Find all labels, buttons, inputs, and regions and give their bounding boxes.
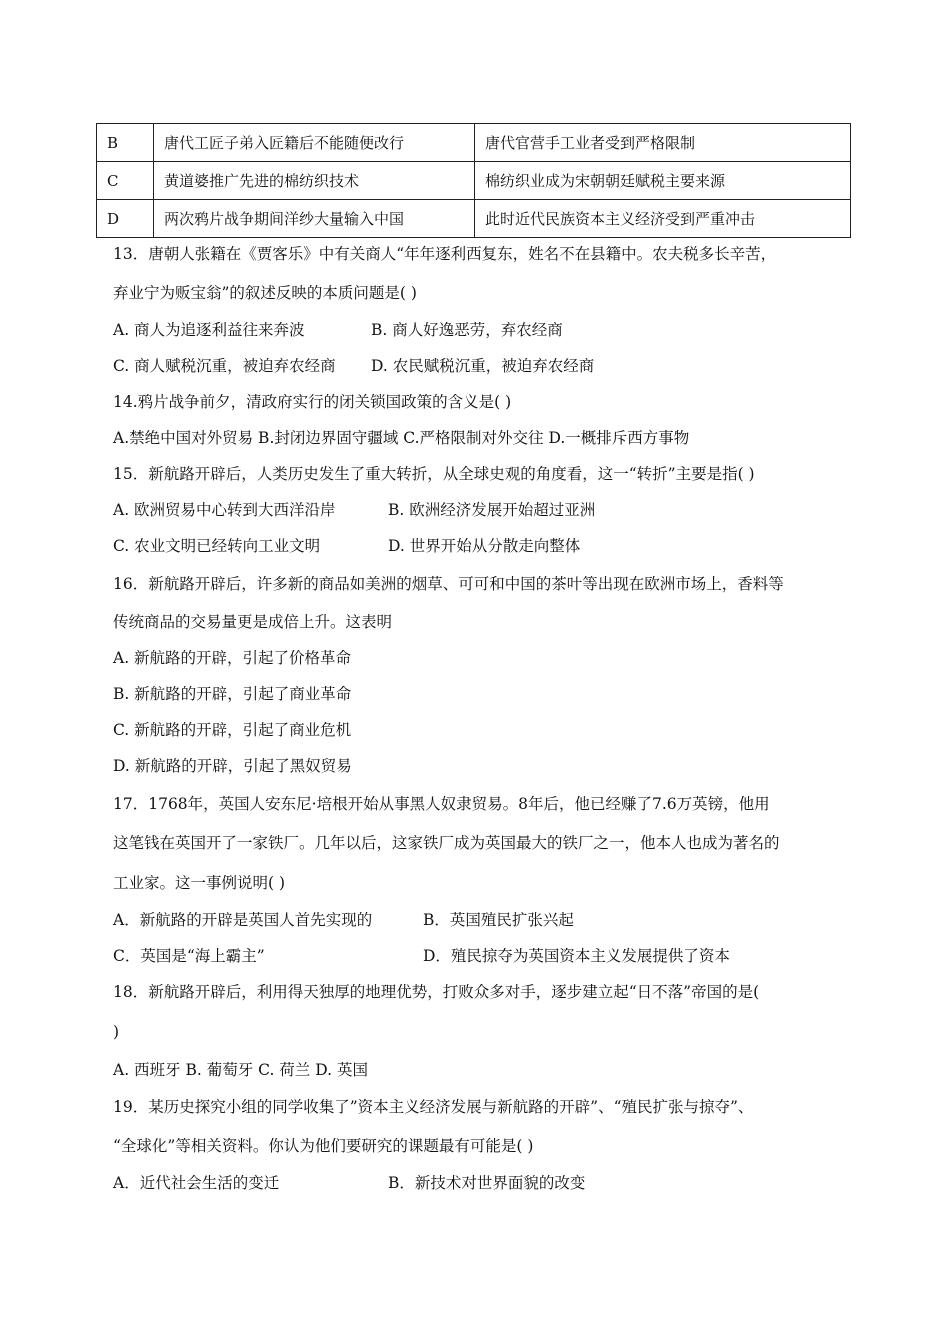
q17-option-c: C．英国是“海上霸主” (113, 947, 265, 965)
q14-stem: 14.鸦片战争前夕，清政府实行的闭关锁国政策的含义是( ) (113, 393, 512, 411)
q16-option-b: B. 新航路的开辟，引起了商业革命 (113, 685, 352, 703)
q19-stem-1: 19．某历史探究小组的同学收集了”资本主义经济发展与新航路的开辟”、“殖民扩张与掠夺”、 (113, 1098, 754, 1116)
q19-stem-2: “全球化”等相关资料。你认为他们要研究的课题最有可能是( ) (113, 1137, 534, 1155)
q18-stem-1: 18．新航路开辟后，利用得天独厚的地理优势，打败众多对手，逐步建立起“日不落”帝国的是( (113, 983, 760, 1001)
q13-option-b: B. 商人好逸恶劳，弃农经商 (371, 321, 563, 339)
row-letter: C (97, 162, 154, 200)
q17-option-b: B．英国殖民扩张兴起 (423, 911, 574, 929)
row-letter: B (97, 124, 154, 162)
q16-option-c: C. 新航路的开辟，引起了商业危机 (113, 721, 352, 739)
q14-options: A.禁绝中国对外贸易 B.封闭边界固守疆域 C.严格限制对外交往 D.一概排斥西方事物 (113, 429, 690, 447)
row-event: 黄道婆推广先进的棉纺织技术 (154, 162, 475, 200)
options-table (96, 123, 851, 238)
q15-option-d: D. 世界开始从分散走向整体 (388, 537, 581, 555)
q15-option-a: A. 欧洲贸易中心转到大西洋沿岸 (113, 501, 336, 519)
q13-stem-1: 13．唐朝人张籍在《贾客乐》中有关商人“年年逐利西复东，姓名不在县籍中。农夫税多长辛苦， (113, 245, 777, 263)
q16-option-d: D. 新航路的开辟，引起了黑奴贸易 (113, 757, 352, 775)
row-conclusion: 此时近代民族资本主义经济受到严重冲击 (475, 200, 851, 238)
q13-option-d: D. 农民赋税沉重，被迫弃农经商 (371, 357, 595, 375)
q17-option-d: D．殖民掠夺为英国资本主义发展提供了资本 (423, 947, 730, 965)
q18-options: A. 西班牙 B. 葡萄牙 C. 荷兰 D. 英国 (113, 1061, 368, 1079)
q17-option-a: A．新航路的开辟是英国人首先实现的 (113, 911, 373, 929)
q17-stem-1: 17．1768年，英国人安东尼·培根开始从事黑人奴隶贸易。8年后，他已经赚了7.6万英镑，他用 (113, 795, 770, 813)
table-row (97, 124, 851, 162)
q15-option-c: C. 农业文明已经转向工业文明 (113, 537, 321, 555)
q19-option-b: B．新技术对世界面貌的改变 (388, 1174, 586, 1192)
q18-stem-2: ) (113, 1023, 120, 1041)
q13-option-a: A. 商人为追逐利益往来奔波 (113, 321, 305, 339)
q15-stem: 15．新航路开辟后，人类历史发生了重大转折，从全球史观的角度看，这一“转折”主要是指( ) (113, 465, 755, 483)
row-event: 两次鸦片战争期间洋纱大量输入中国 (154, 200, 475, 238)
q13-stem-2: 弃业宁为贩宝翁”的叙述反映的本质问题是( ) (113, 284, 417, 302)
row-event: 唐代工匠子弟入匠籍后不能随便改行 (154, 124, 475, 162)
q16-option-a: A. 新航路的开辟，引起了价格革命 (113, 649, 352, 667)
row-conclusion: 棉纺织业成为宋朝朝廷赋税主要来源 (475, 162, 851, 200)
q19-option-a: A．近代社会生活的变迁 (113, 1174, 280, 1192)
table-row (97, 200, 851, 238)
row-letter: D (97, 200, 154, 238)
q17-stem-2: 这笔钱在英国开了一家铁厂。几年以后，这家铁厂成为英国最大的铁厂之一，他本人也成为著名的 (113, 834, 780, 852)
q15-option-b: B. 欧洲经济发展开始超过亚洲 (388, 501, 596, 519)
q17-stem-3: 工业家。这一事例说明( ) (113, 874, 286, 892)
row-conclusion: 唐代官营手工业者受到严格限制 (475, 124, 851, 162)
q16-stem-2: 传统商品的交易量更是成倍上升。这表明 (113, 613, 393, 631)
q13-option-c: C. 商人赋税沉重，被迫弃农经商 (113, 357, 336, 375)
table-row (97, 162, 851, 200)
q16-stem-1: 16．新航路开辟后，许多新的商品如美洲的烟草、可可和中国的茶叶等出现在欧洲市场上，香料等 (113, 575, 784, 593)
